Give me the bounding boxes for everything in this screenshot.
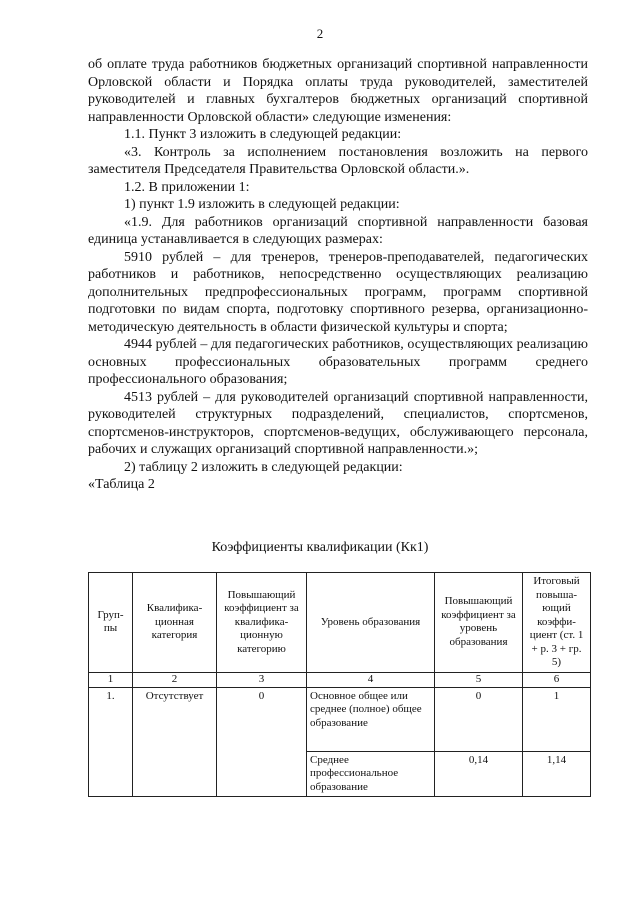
cell-group: 1. bbox=[89, 687, 133, 797]
column-number: 1 bbox=[89, 672, 133, 687]
page-number: 2 bbox=[316, 26, 324, 41]
column-number: 2 bbox=[133, 672, 217, 687]
table-caption: Коэффициенты квалификации (Кк1) bbox=[211, 540, 429, 555]
header-education-level: Уровень образования bbox=[307, 573, 435, 673]
cell-education: Основное общее или среднее (полное) общее образование bbox=[307, 687, 435, 751]
document-body bbox=[88, 56, 588, 494]
header-qualification-category: Квалифика-ционная категория bbox=[133, 573, 217, 673]
paragraph-rate-5910: 5910 рублей – для тренеров, тренеров-преподавателей, педагогических работников и работников, непосредственно осуществляющих реализацию дополнительных предпрофессиональных программ, программ спортивной подготовки по видам спорта, подготовку спортивного резерва, организационно-методическую деятельность в области физической культуры и спорта; bbox=[88, 249, 588, 335]
cell-category-coefficient: 0 bbox=[217, 687, 307, 797]
qualification-coefficients-table bbox=[88, 572, 591, 797]
paragraph-rate-4513: 4513 рублей – для руководителей организаций спортивной направленности, руководителей структурных подразделений, специалистов, спортсменов, спортсменов-инструкторов, спортсменов-ведущих, обслуживающего персонала, рабочих и служащих организаций спортивной направленности.»; bbox=[88, 389, 588, 457]
column-number: 6 bbox=[523, 672, 591, 687]
cell-category: Отсутствует bbox=[133, 687, 217, 797]
table-label: «Таблица 2 bbox=[88, 477, 155, 492]
cell-education-coefficient: 0,14 bbox=[435, 751, 523, 797]
header-education-coefficient: Повышающий коэффициент за уровень образования bbox=[435, 573, 523, 673]
paragraph-quote-point-3: «3. Контроль за исполнением постановления возложить на первого заместителя Председателя Правительства Орловской области.». bbox=[88, 144, 588, 177]
table-header-row bbox=[89, 573, 591, 673]
column-number: 3 bbox=[217, 672, 307, 687]
paragraph-item-1-1: 1.1. Пункт 3 изложить в следующей редакции: bbox=[124, 127, 402, 142]
header-groups: Груп-пы bbox=[89, 573, 133, 673]
cell-total: 1,14 bbox=[523, 751, 591, 797]
paragraph-rate-4944: 4944 рублей – для педагогических работников, осуществляющих реализацию основных профессиональных образовательных программ среднего профессионального образования; bbox=[88, 337, 588, 387]
header-category-coefficient: Повышающий коэффициент за квалифика-ционную категорию bbox=[217, 573, 307, 673]
paragraph-subitem-2: 2) таблицу 2 изложить в следующей редакции: bbox=[124, 459, 403, 475]
cell-total: 1 bbox=[523, 687, 591, 751]
column-number-row bbox=[89, 672, 591, 687]
header-total-coefficient: Итоговый повыша-ющий коэффи-циент (ст. 1 + р. 3 + гр. 5) bbox=[523, 573, 591, 673]
table-row bbox=[89, 687, 591, 751]
column-number: 5 bbox=[435, 672, 523, 687]
paragraph-intro-continuation: об оплате труда работников бюджетных организаций спортивной направленности Орловской области и Порядка оплаты труда руководителей, заместителей руководителей и главных бухгалтеров бюджетных организаций спортивной направленности Орловской области» следующие изменения: bbox=[88, 57, 588, 125]
cell-education: Среднее профессиональное образование bbox=[307, 751, 435, 797]
paragraph-subitem-1: 1) пункт 1.9 изложить в следующей редакции: bbox=[124, 197, 400, 212]
cell-education-coefficient: 0 bbox=[435, 687, 523, 751]
paragraph-quote-point-1-9: «1.9. Для работников организаций спортивной направленности базовая единица устанавливается в следующих размерах: bbox=[88, 214, 588, 247]
column-number: 4 bbox=[307, 672, 435, 687]
paragraph-item-1-2: 1.2. В приложении 1: bbox=[124, 179, 250, 195]
